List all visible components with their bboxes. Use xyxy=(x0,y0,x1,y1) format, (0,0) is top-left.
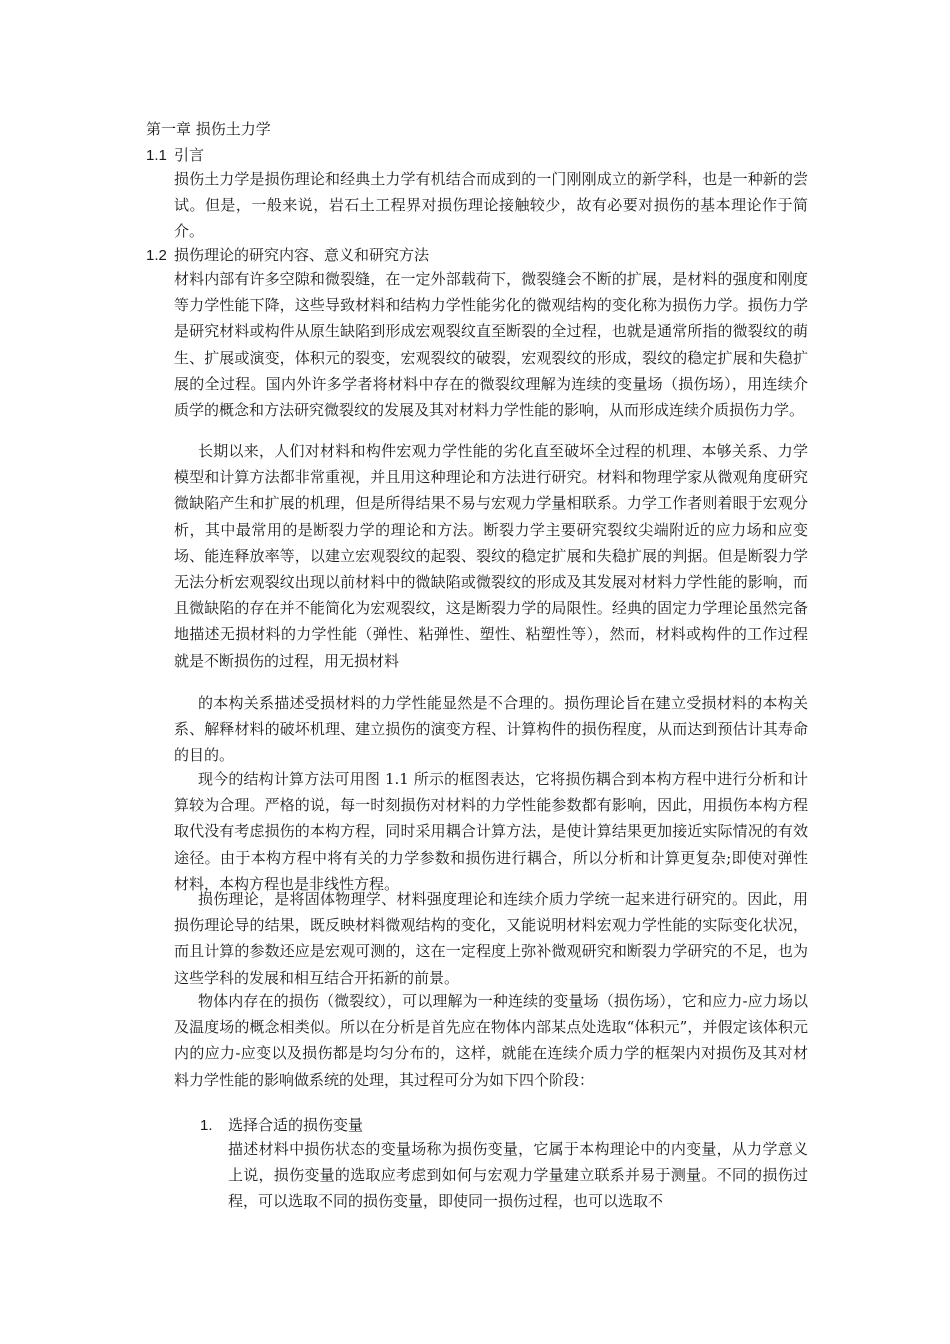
list-item-number: 1. xyxy=(200,1117,213,1134)
paragraph-damage-definition: 材料内部有许多空隙和微裂缝，在一定外部载荷下，微裂缝会不断的扩展，是材料的强度和刚度等力学性能下降，这些导致材料和结构力学性能劣化的微观结构的变化称为损伤力学。损伤力学是研究材料或构件从原生缺陷到形成宏观裂纹直至断裂的全过程，也就是通常所指的微裂纹的萌生、扩展或演变，体积元的裂变，宏观裂纹的破裂，宏观裂纹的形成，裂纹的稳定扩展和失稳扩展的全过程。国内外许多学者将材料中存在的微裂纹理解为连续的变量场（损伤场），用连续介质学的概念和方法研究微裂纹的发展及其对材料力学性能的影响，从而形成连续介质损伤力学。 xyxy=(174,270,808,420)
section-title: 引言 xyxy=(174,146,205,164)
paragraph-constitutive: 的本构关系描述受损材料的力学性能显然是不合理的。损伤理论旨在建立受损材料的本构关系、解释材料的破坏机理、建立损伤的演变方程、计算构件的损伤程度，从而达到预估计其寿命的目的。 xyxy=(174,694,808,765)
section-heading-1-1 xyxy=(146,144,204,167)
section-heading-1-2 xyxy=(146,244,429,267)
section-number: 1.2 xyxy=(146,247,167,264)
list-item-text: 描述材料中损伤状态的变量场称为损伤变量，它属于本构理论中的内变量，从力学意义上说，损伤变量的选取应考虑到如何与宏观力学量建立联系并易于测量。不同的损伤过程，可以选取不同的损伤变量，即使同一损伤过程，也可以选取不 xyxy=(228,1140,808,1211)
paragraph-intro: 损伤土力学是损伤理论和经典土力学有机结合而成到的一门刚刚成立的新学科，也是一种新的尝试。但是，一般来说，岩石土工程界对损伤理论接触较少，故有必要对损伤的基本理论作于简介。 xyxy=(174,170,808,241)
list-item-heading xyxy=(200,1114,363,1137)
paragraph-history: 长期以来，人们对材料和构件宏观力学性能的劣化直至破坏全过程的机理、本够关系、力学模型和计算方法都非常重视，并且用这种理论和方法进行研究。材料和物理学家从微观角度研究微缺陷产生和扩展的机理，但是所得结果不易与宏观力学量相联系。力学工作者则着眼于宏观分析，其中最常用的是断裂力学的理论和方法。断裂力学主要研究裂纹尖端附近的应力场和应变场、能连释放率等，以建立宏观裂纹的起裂、裂纹的稳定扩展和失稳扩展的判据。但是断裂力学无法分析宏观裂纹出现以前材料中的微缺陷或微裂纹的形成及其发展对材料力学性能的影响，而且微缺陷的存在并不能简化为宏观裂纹，这是断裂力学的局限性。经典的固定力学理论虽然完备地描述无损材料的力学性能（弹性、粘弹性、塑性、粘塑性等），然而，材料或构件的工作过程就是不断损伤的过程，用无损材料 xyxy=(174,442,808,670)
paragraph-damage-theory: 损伤理论，是将固体物理学、材料强度理论和连续介质力学统一起来进行研究的。因此，用损伤理论导的结果，既反映材料微观结构的变化，又能说明材料宏观力学性能的实际变化状况，而且计算的参数还应是宏观可测的，这在一定程度上弥补微观研究和断裂力学研究的不足，也为这些学科的发展和相互结合开拓新的前景。 xyxy=(174,890,808,987)
chapter-title: 第一章 损伤土力学 xyxy=(146,120,271,138)
section-number: 1.1 xyxy=(146,147,167,164)
paragraph-damage-field: 物体内存在的损伤（微裂纹），可以理解为一种连续的变量场（损伤场），它和应力-应力场以及温度场的概念相类似。所以在分析是首先应在物体内部某点处选取“体积元”，并假定该体积元内的应力-应变以及损伤都是均匀分布的，这样，就能在连续介质力学的框架内对损伤及其对材料力学性能的影响做系统的处理，其过程可分为如下四个阶段： xyxy=(174,992,808,1089)
paragraph-computation-method: 现今的结构计算方法可用图 1.1 所示的框图表达，它将损伤耦合到本构方程中进行分析和计算较为合理。严格的说，每一时刻损伤对材料的力学性能参数都有影响，因此，用损伤本构方程取代没有考虑损伤的本构方程，同时采用耦合计算方法，是使计算结果更加接近实际情况的有效途径。由于本构方程中将有关的力学参数和损伤进行耦合，所以分析和计算更复杂;即使对弹性材料，本构方程也是非线性方程。 xyxy=(174,770,808,893)
list-item-title: 选择合适的损伤变量 xyxy=(228,1116,364,1134)
section-title: 损伤理论的研究内容、意义和研究方法 xyxy=(174,246,430,264)
